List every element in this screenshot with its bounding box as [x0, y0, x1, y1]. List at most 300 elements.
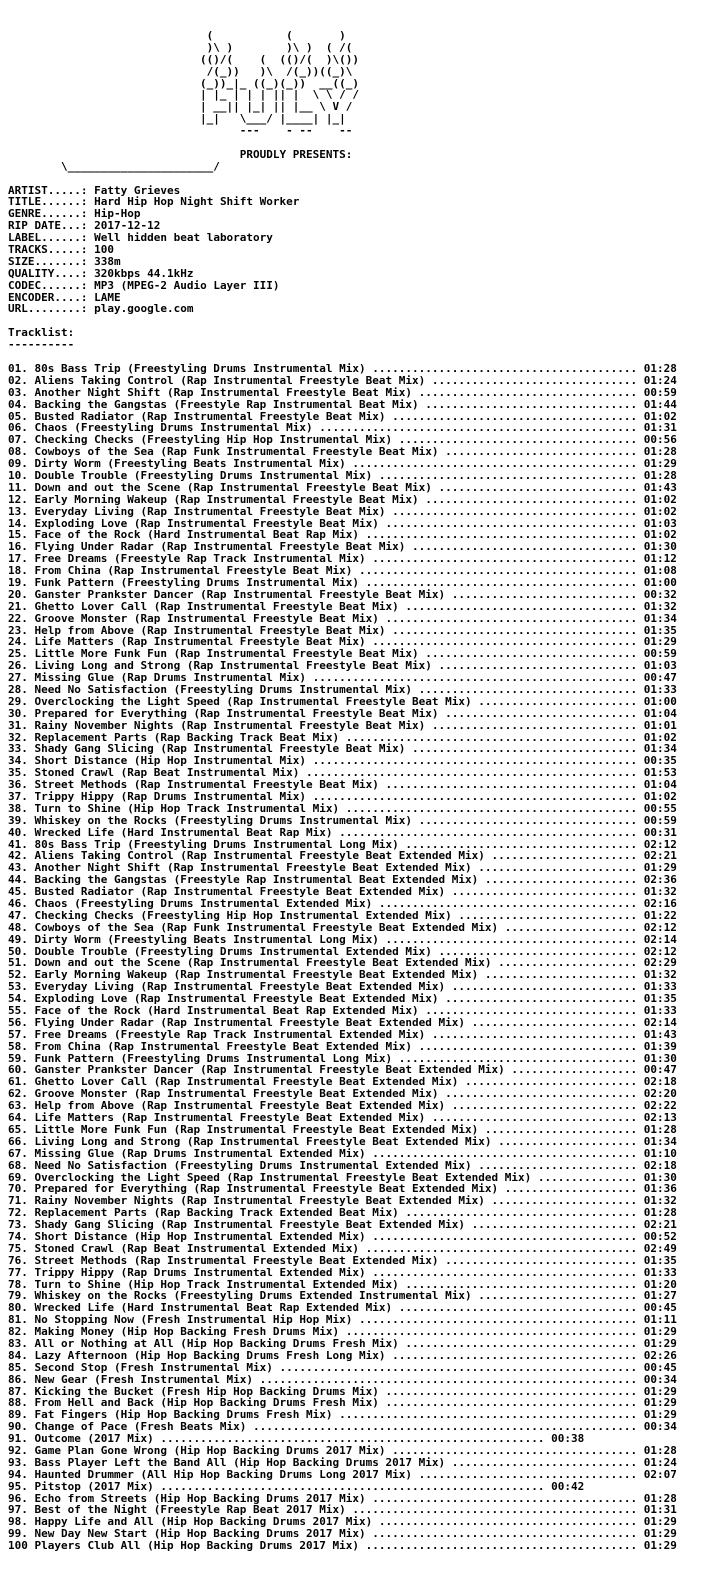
- track-duration: 01:32: [643, 599, 677, 613]
- track-title: Face of the Rock (Hard Instrumental Beat Rap Mix): [34, 528, 360, 542]
- track-row: 23. Help from Above (Rap Instrumental Freestyle Beat Mix) ..................................... 01:35: [8, 623, 677, 637]
- track-row: 79. Whiskey on the Rocks (Freestyling Drums Extended Instrumental Mix) ........................ 01:27: [8, 1289, 677, 1303]
- track-title: Turn to Shine (Hip Hop Track Instrumental Mix): [34, 801, 340, 815]
- track-duration: 01:28: [643, 1443, 677, 1457]
- track-number: 43.: [8, 861, 28, 875]
- track-title: Early Morning Wakeup (Rap Instrumental Freestyle Beat Mix): [34, 492, 419, 506]
- track-number: 97.: [8, 1503, 28, 1517]
- info-key: RIP DATE...:: [8, 219, 88, 233]
- track-duration: 01:22: [643, 908, 677, 922]
- info-key: URL........:: [8, 302, 88, 316]
- track-duration: 01:29: [643, 861, 677, 875]
- track-row: 49. Dirty Worm (Freestyling Beats Instrumental Long Mix) ...................................... 02:14: [8, 932, 677, 946]
- track-number: 54.: [8, 992, 28, 1006]
- track-duration: 00:55: [643, 801, 677, 815]
- track-row: 42. Aliens Taking Control (Rap Instrumental Freestyle Beat Extended Mix) ...................... 02:21: [8, 849, 677, 863]
- track-title: 80s Bass Trip (Freestyling Drums Instrumental Mix): [34, 361, 366, 375]
- track-number: 62.: [8, 1087, 28, 1101]
- track-title: Dirty Worm (Freestyling Beats Instrumental Long Mix): [34, 932, 379, 946]
- track-title: Ganster Prankster Dancer (Rap Instrumental Freestyle Beat Mix): [34, 587, 446, 601]
- track-row: 26. Living Long and Strong (Rap Instrumental Freestyle Beat Mix) .............................. 01:03: [8, 659, 677, 673]
- track-row: 24. Life Matters (Rap Instrumental Freestyle Beat Mix) ........................................ 01:29: [8, 635, 677, 649]
- track-duration: 00:45: [643, 1360, 677, 1374]
- track-duration: 01:29: [643, 1539, 677, 1553]
- track-duration: 01:24: [643, 1455, 677, 1469]
- track-title: Rainy November Nights (Rap Instrumental Freestyle Beat Extended Mix): [34, 1194, 485, 1208]
- track-number: 17.: [8, 552, 28, 566]
- track-duration: 01:03: [643, 516, 677, 530]
- track-number: 59.: [8, 1051, 28, 1065]
- info-value: LAME: [94, 290, 121, 304]
- track-number: 04.: [8, 397, 28, 411]
- track-duration: 01:01: [643, 718, 677, 732]
- track-duration: 01:28: [643, 1206, 677, 1220]
- track-duration: 01:28: [643, 361, 677, 375]
- track-number: 58.: [8, 1039, 28, 1053]
- track-row: 41. 80s Bass Trip (Freestyling Drums Instrumental Long Mix) ................................... 02:12: [8, 837, 677, 851]
- track-duration: 01:35: [643, 1253, 677, 1267]
- track-duration: 01:11: [643, 1313, 677, 1327]
- track-number: 15.: [8, 528, 28, 542]
- track-row: 100 Players Club All (Hip Hop Backing Drums 2017 Mix) ......................................... 01:29: [8, 1539, 677, 1553]
- track-row: 07. Checking Checks (Freestyling Hip Hop Instrumental Mix) .................................... 00:56: [8, 433, 677, 447]
- track-number: 44.: [8, 873, 28, 887]
- track-row: 33. Shady Gang Slicing (Rap Instrumental Freestyle Beat Mix) .................................. 01:34: [8, 742, 677, 756]
- track-title: From China (Rap Instrumental Freestyle Beat Mix): [34, 564, 353, 578]
- track-duration: 01:35: [643, 623, 677, 637]
- track-title: Missing Glue (Rap Drums Instrumental Extended Mix): [34, 1146, 366, 1160]
- track-title: Exploding Love (Rap Instrumental Freestyle Beat Mix): [34, 516, 379, 530]
- track-number: 22.: [8, 611, 28, 625]
- track-title: Ghetto Lover Call (Rap Instrumental Freestyle Beat Mix): [34, 599, 399, 613]
- track-title: Shady Gang Slicing (Rap Instrumental Freestyle Beat Extended Mix): [34, 1218, 465, 1232]
- track-row: 88. From Hell and Back (Hip Hop Backing Drums Fresh Mix) ...................................... 01:29: [8, 1396, 677, 1410]
- track-number: 78.: [8, 1277, 28, 1291]
- track-number: 18.: [8, 564, 28, 578]
- track-duration: 01:24: [643, 373, 677, 387]
- track-title: Pitstop (2017 Mix): [34, 1479, 154, 1493]
- track-row: 39. Whiskey on the Rocks (Freestyling Drums Instrumental Mix) ................................. 00:59: [8, 813, 677, 827]
- info-key: TRACKS.....:: [8, 243, 88, 257]
- track-row: 29. Overclocking the Light Speed (Rap Instrumental Freestyle Beat Mix) ........................ 01:00: [8, 694, 677, 708]
- track-row: 28. Need No Satisfaction (Freestyling Drums Instrumental Mix) ................................. 01:33: [8, 682, 677, 696]
- track-title: Help from Above (Rap Instrumental Freestyle Beat Extended Mix): [34, 1099, 446, 1113]
- track-row: 92. Game Plan Gone Wrong (Hip Hop Backing Drums 2017 Mix) ..................................... 01:28: [8, 1443, 677, 1457]
- track-row: 10. Double Trouble (Freestyling Drums Instrumental Mix) ....................................... 01:28: [8, 468, 677, 482]
- track-duration: 01:34: [643, 611, 677, 625]
- track-duration: 00:45: [643, 1301, 677, 1315]
- info-value: 100: [94, 243, 114, 257]
- presents-line: PROUDLY PRESENTS:: [8, 147, 353, 161]
- track-number: 87.: [8, 1384, 28, 1398]
- track-duration: 01:29: [643, 1515, 677, 1529]
- track-duration: 01:32: [643, 1194, 677, 1208]
- track-number: 09.: [8, 457, 28, 471]
- track-number: 40.: [8, 825, 28, 839]
- track-number: 10.: [8, 468, 28, 482]
- track-duration: 01:39: [643, 1039, 677, 1053]
- track-row: 22. Groove Monster (Rap Instrumental Freestyle Beat Mix) ...................................... 01:34: [8, 611, 677, 625]
- track-row: 55. Face of the Rock (Hard Instrumental Beat Rap Extended Mix) ................................ 01:33: [8, 1004, 677, 1018]
- track-title: Missing Glue (Rap Drums Instrumental Mix): [34, 671, 307, 685]
- track-row: 27. Missing Glue (Rap Drums Instrumental Mix) ................................................. 00:47: [8, 671, 677, 685]
- info-key: GENRE......:: [8, 207, 88, 221]
- tracklist-heading: Tracklist:: [8, 326, 75, 340]
- track-duration: 01:33: [643, 682, 677, 696]
- track-number: 60.: [8, 1063, 28, 1077]
- track-duration: 01:28: [643, 1491, 677, 1505]
- track-row: 45. Busted Radiator (Rap Instrumental Freestyle Beat Extended Mix) ............................ 01:32: [8, 885, 677, 899]
- track-duration: 01:28: [643, 1122, 677, 1136]
- track-title: Groove Monster (Rap Instrumental Freestyle Beat Extended Mix): [34, 1087, 439, 1101]
- track-title: Fat Fingers (Hip Hop Backing Drums Fresh Mix): [34, 1408, 333, 1422]
- track-row: 99. New Day New Start (Hip Hop Backing Drums 2017 Mix) ........................................ 01:29: [8, 1527, 677, 1541]
- track-title: Ghetto Lover Call (Rap Instrumental Freestyle Beat Extended Mix): [34, 1075, 459, 1089]
- track-title: Prepared for Everything (Rap Instrumental Freestyle Beat Mix): [34, 706, 439, 720]
- track-title: Short Distance (Hip Hop Instrumental Extended Mix): [34, 1229, 366, 1243]
- track-duration: 01:04: [643, 778, 677, 792]
- track-title: Overclocking the Light Speed (Rap Instrumental Freestyle Beat Mix): [34, 694, 472, 708]
- track-duration: 01:02: [643, 528, 677, 542]
- track-duration: 01:30: [643, 1051, 677, 1065]
- track-number: 94.: [8, 1467, 28, 1481]
- info-key: CODEC......:: [8, 278, 88, 292]
- track-row: 05. Busted Radiator (Rap Instrumental Freestyle Beat Mix) ..................................... 01:02: [8, 409, 677, 423]
- track-duration: 01:28: [643, 445, 677, 459]
- track-number: 01.: [8, 361, 28, 375]
- track-duration: 01:02: [643, 409, 677, 423]
- presents-underline: \______________________/: [8, 159, 220, 173]
- track-row: 40. Wrecked Life (Hard Instrumental Beat Rap Mix) ............................................. 00:31: [8, 825, 677, 839]
- track-duration: 01:53: [643, 766, 677, 780]
- track-number: 95.: [8, 1479, 28, 1493]
- track-duration: 02:18: [643, 1075, 677, 1089]
- track-row: 94. Haunted Drummer (All Hip Hop Backing Drums Long 2017 Mix) ................................. 02:07: [8, 1467, 677, 1481]
- track-number: 20.: [8, 587, 28, 601]
- track-duration: 01:29: [643, 457, 677, 471]
- track-title: Early Morning Wakeup (Rap Instrumental Freestyle Beat Extended Mix): [34, 968, 479, 982]
- track-title: Flying Under Radar (Rap Instrumental Freestyle Beat Mix): [34, 540, 406, 554]
- track-row: 85. Second Stop (Fresh Instrumental Mix) ...................................................... 00:45: [8, 1360, 677, 1374]
- track-number: 88.: [8, 1396, 28, 1410]
- track-duration: 02:22: [643, 1099, 677, 1113]
- track-duration: 02:29: [643, 956, 677, 970]
- info-value: play.google.com: [94, 302, 194, 316]
- track-title: Chaos (Freestyling Drums Instrumental Extended Mix): [34, 897, 373, 911]
- track-number: 12.: [8, 492, 28, 506]
- track-title: Need No Satisfaction (Freestyling Drums Instrumental Extended Mix): [34, 1158, 472, 1172]
- track-number: 07.: [8, 433, 28, 447]
- track-row: 18. From China (Rap Instrumental Freestyle Beat Mix) .......................................... 01:08: [8, 564, 677, 578]
- track-title: Shady Gang Slicing (Rap Instrumental Freestyle Beat Mix): [34, 742, 406, 756]
- track-duration: 02:21: [643, 1218, 677, 1232]
- track-number: 45.: [8, 885, 28, 899]
- track-duration: 01:02: [643, 730, 677, 744]
- track-title: From China (Rap Instrumental Freestyle Beat Extended Mix): [34, 1039, 412, 1053]
- track-row: 15. Face of the Rock (Hard Instrumental Beat Rap Mix) ......................................... 01:02: [8, 528, 677, 542]
- logo-art-line: ( ( ): [8, 29, 346, 42]
- track-row: 36. Street Methods (Rap Instrumental Freestyle Beat Mix) ...................................... 01:04: [8, 778, 677, 792]
- track-duration: 01:34: [643, 1134, 677, 1148]
- info-value: MP3 (MPEG-2 Audio Layer III): [94, 278, 280, 292]
- track-row: 34. Short Distance (Hip Hop Instrumental Mix) ................................................. 00:35: [8, 754, 677, 768]
- track-number: 30.: [8, 706, 28, 720]
- track-number: 24.: [8, 635, 28, 649]
- track-number: 64.: [8, 1111, 28, 1125]
- track-number: 51.: [8, 956, 28, 970]
- track-row: 68. Need No Satisfaction (Freestyling Drums Instrumental Extended Mix) ........................ 02:18: [8, 1158, 677, 1172]
- track-row: 30. Prepared for Everything (Rap Instrumental Freestyle Beat Mix) ............................. 01:04: [8, 706, 677, 720]
- track-duration: 01:28: [643, 468, 677, 482]
- track-title: Whiskey on the Rocks (Freestyling Drums Extended Instrumental Mix): [34, 1289, 472, 1303]
- track-row: 25. Little More Funk Fun (Rap Instrumental Freestyle Beat Mix) ................................ 00:59: [8, 647, 677, 661]
- track-number: 05.: [8, 409, 28, 423]
- track-duration: 02:18: [643, 1158, 677, 1172]
- track-number: 71.: [8, 1194, 28, 1208]
- track-title: Down and out the Scene (Rap Instrumental Freestyle Beat Extended Mix): [34, 956, 492, 970]
- track-duration: 01:29: [643, 1336, 677, 1350]
- track-title: Everyday Living (Rap Instrumental Freestyle Beat Extended Mix): [34, 980, 446, 994]
- track-title: New Day New Start (Hip Hop Backing Drums 2017 Mix): [34, 1527, 366, 1541]
- track-duration: 01:29: [643, 1325, 677, 1339]
- track-row: 67. Missing Glue (Rap Drums Instrumental Extended Mix) ........................................ 01:10: [8, 1146, 677, 1160]
- logo-art-line: )\ ) )\ ) ( /(: [8, 40, 353, 54]
- track-number: 98.: [8, 1515, 28, 1529]
- track-title: Street Methods (Rap Instrumental Freestyle Beat Mix): [34, 778, 379, 792]
- track-duration: 01:29: [643, 1384, 677, 1398]
- track-number: 35.: [8, 766, 28, 780]
- track-row: 08. Cowboys of the Sea (Rap Funk Instrumental Freestyle Beat Mix) ............................. 01:28: [8, 445, 677, 459]
- track-duration: 01:04: [643, 706, 677, 720]
- track-title: Need No Satisfaction (Freestyling Drums Instrumental Mix): [34, 682, 412, 696]
- track-duration: 00:35: [643, 754, 677, 768]
- track-number: 14.: [8, 516, 28, 530]
- track-row: 13. Everyday Living (Rap Instrumental Freestyle Beat Mix) ..................................... 01:02: [8, 504, 677, 518]
- track-number: 68.: [8, 1158, 28, 1172]
- track-duration: 00:59: [643, 813, 677, 827]
- track-number: 83.: [8, 1336, 28, 1350]
- track-title: Stoned Crawl (Rap Beat Instrumental Extended Mix): [34, 1241, 360, 1255]
- track-row: 58. From China (Rap Instrumental Freestyle Beat Extended Mix) ................................. 01:39: [8, 1039, 677, 1053]
- track-title: Free Dreams (Freestyle Rap Track Instrumental Mix): [34, 552, 366, 566]
- track-duration: 02:26: [643, 1348, 677, 1362]
- track-title: Bass Player Left the Band All (Hip Hop Backing Drums 2017 Mix): [34, 1455, 446, 1469]
- track-row: 21. Ghetto Lover Call (Rap Instrumental Freestyle Beat Mix) ................................... 01:32: [8, 599, 677, 613]
- track-row: 74. Short Distance (Hip Hop Instrumental Extended Mix) ........................................ 00:52: [8, 1229, 677, 1243]
- track-row: 61. Ghetto Lover Call (Rap Instrumental Freestyle Beat Extended Mix) .......................... 02:18: [8, 1075, 677, 1089]
- track-duration: 02:49: [643, 1241, 677, 1255]
- track-row: 56. Flying Under Radar (Rap Instrumental Freestyle Beat Extended Mix) ......................... 02:14: [8, 1015, 677, 1029]
- track-number: 69.: [8, 1170, 28, 1184]
- spacer-line: [8, 315, 728, 327]
- track-number: 50.: [8, 944, 28, 958]
- track-number: 31.: [8, 718, 28, 732]
- track-row: 70. Prepared for Everything (Rap Instrumental Freestyle Beat Extended Mix) .................... 01:36: [8, 1182, 677, 1196]
- track-title: Haunted Drummer (All Hip Hop Backing Drums Long 2017 Mix): [34, 1467, 412, 1481]
- track-row: 81. No Stopping Now (Fresh Instrumental Hip Hop Mix) .......................................... 01:11: [8, 1313, 677, 1327]
- track-number: 72.: [8, 1206, 28, 1220]
- track-title: Whiskey on the Rocks (Freestyling Drums Instrumental Mix): [34, 813, 412, 827]
- track-title: Cowboys of the Sea (Rap Funk Instrumental Freestyle Beat Mix): [34, 445, 439, 459]
- track-row: 75. Stoned Crawl (Rap Beat Instrumental Extended Mix) ......................................... 02:49: [8, 1241, 677, 1255]
- track-row: 06. Chaos (Freestyling Drums Instrumental Mix) ................................................ 01:31: [8, 421, 677, 435]
- track-duration: 00:47: [643, 1063, 677, 1077]
- track-title: Groove Monster (Rap Instrumental Freestyle Beat Mix): [34, 611, 379, 625]
- track-duration: 01:33: [643, 1004, 677, 1018]
- track-number: 99.: [8, 1527, 28, 1541]
- track-row: 46. Chaos (Freestyling Drums Instrumental Extended Mix) ....................................... 02:16: [8, 897, 677, 911]
- track-title: Kicking the Bucket (Fresh Hip Hop Backing Drums Mix): [34, 1384, 379, 1398]
- track-row: 31. Rainy November Nights (Rap Instrumental Freestyle Beat Mix) ............................... 01:01: [8, 718, 677, 732]
- track-number: 46.: [8, 897, 28, 911]
- track-row: 43. Another Night Shift (Rap Instrumental Freestyle Beat Extended Mix) ........................ 01:29: [8, 861, 677, 875]
- track-row: 11. Down and out the Scene (Rap Instrumental Freestyle Beat Mix) .............................. 01:43: [8, 480, 677, 494]
- track-duration: 01:44: [643, 397, 677, 411]
- track-duration: 01:02: [643, 790, 677, 803]
- track-number: 28.: [8, 682, 28, 696]
- info-key: ARTIST.....:: [8, 183, 88, 197]
- track-title: Best of the Night (Freestyle Rap Beat 2017 Mix): [34, 1503, 346, 1517]
- track-title: Busted Radiator (Rap Instrumental Freestyle Beat Extended Mix): [34, 885, 446, 899]
- track-duration: 01:36: [643, 1182, 677, 1196]
- track-duration: 00:34: [643, 1372, 677, 1386]
- track-title: Life Matters (Rap Instrumental Freestyle Beat Mix): [34, 635, 366, 649]
- track-row: 37. Trippy Hippy (Rap Drums Instrumental Mix) ................................................. 01:02: [8, 790, 677, 803]
- track-row: 17. Free Dreams (Freestyle Rap Track Instrumental Mix) ........................................ 01:12: [8, 552, 677, 566]
- track-duration: 01:32: [643, 885, 677, 899]
- track-duration: 01:31: [643, 421, 677, 435]
- track-duration: 01:27: [643, 1289, 677, 1303]
- track-duration: 01:02: [643, 504, 677, 518]
- track-title: Help from Above (Rap Instrumental Freestyle Beat Mix): [34, 623, 386, 637]
- track-title: Turn to Shine (Hip Hop Track Instrumental Extended Mix): [34, 1277, 399, 1291]
- track-number: 57.: [8, 1027, 28, 1041]
- track-number: 92.: [8, 1443, 28, 1457]
- track-number: 86.: [8, 1372, 28, 1386]
- track-title: Cowboys of the Sea (Rap Funk Instrumental Freestyle Beat Extended Mix): [34, 920, 499, 934]
- track-title: Down and out the Scene (Rap Instrumental Freestyle Beat Mix): [34, 480, 432, 494]
- track-number: 84.: [8, 1348, 28, 1362]
- track-title: Short Distance (Hip Hop Instrumental Mix): [34, 754, 307, 768]
- track-title: Street Methods (Rap Instrumental Freestyle Beat Extended Mix): [34, 1253, 439, 1267]
- track-title: Aliens Taking Control (Rap Instrumental Freestyle Beat Mix): [34, 373, 426, 387]
- info-key: LABEL......:: [8, 231, 88, 245]
- track-title: Change of Pace (Fresh Beats Mix): [34, 1420, 247, 1434]
- track-title: Players Club All (Hip Hop Backing Drums 2017 Mix): [34, 1539, 360, 1553]
- track-number: 38.: [8, 801, 28, 815]
- track-row: 87. Kicking the Bucket (Fresh Hip Hop Backing Drums Mix) ...................................... 01:29: [8, 1384, 677, 1398]
- track-number: 70.: [8, 1182, 28, 1196]
- info-value: Hard Hip Hop Night Shift Worker: [94, 195, 300, 209]
- track-row: 47. Checking Checks (Freestyling Hip Hop Instrumental Extended Mix) ........................... 01:22: [8, 908, 677, 922]
- track-title: Double Trouble (Freestyling Drums Instrumental Extended Mix): [34, 944, 432, 958]
- track-number: 91.: [8, 1432, 28, 1446]
- track-number: 13.: [8, 504, 28, 518]
- track-number: 81.: [8, 1313, 28, 1327]
- track-title: Wrecked Life (Hard Instrumental Beat Rap Mix): [34, 825, 333, 839]
- track-duration: 02:36: [643, 873, 677, 887]
- track-row: 03. Another Night Shift (Rap Instrumental Freestyle Beat Mix) ................................. 00:59: [8, 385, 677, 399]
- track-duration: 00:59: [643, 385, 677, 399]
- info-key: QUALITY....:: [8, 266, 88, 280]
- track-title: Echo from Streets (Hip Hop Backing Drums 2017 Mix): [34, 1491, 366, 1505]
- info-value: Well hidden beat laboratory: [94, 231, 273, 245]
- track-number: 77.: [8, 1265, 28, 1279]
- track-number: 93.: [8, 1455, 28, 1469]
- track-row: 60. Ganster Prankster Dancer (Rap Instrumental Freestyle Beat Extended Mix) ................... 00:47: [8, 1063, 677, 1077]
- track-duration: 01:29: [643, 1396, 677, 1410]
- track-title: Funk Pattern (Freestyling Drums Instrumental Long Mix): [34, 1051, 393, 1065]
- track-row: 62. Groove Monster (Rap Instrumental Freestyle Beat Extended Mix) ............................. 02:20: [8, 1087, 677, 1101]
- track-title: No Stopping Now (Fresh Instrumental Hip Hop Mix): [34, 1313, 353, 1327]
- track-row: 54. Exploding Love (Rap Instrumental Freestyle Beat Extended Mix) ............................. 01:35: [8, 992, 677, 1006]
- track-number: 89.: [8, 1408, 28, 1422]
- track-duration: 00:59: [643, 647, 677, 661]
- track-title: Rainy November Nights (Rap Instrumental Freestyle Beat Mix): [34, 718, 426, 732]
- track-duration: 01:35: [643, 992, 677, 1006]
- logo-art-line: --- - -- --: [8, 124, 353, 138]
- track-number: 75.: [8, 1241, 28, 1255]
- track-duration: 01:20: [643, 1277, 677, 1291]
- track-row: 89. Fat Fingers (Hip Hop Backing Drums Fresh Mix) ............................................. 01:29: [8, 1408, 677, 1422]
- track-duration: 00:34: [643, 1420, 677, 1434]
- track-row: 84. Lazy Afternoon (Hip Hop Backing Drums Fresh Long Mix) ..................................... 02:26: [8, 1348, 677, 1362]
- track-row: 86. New Gear (Fresh Instrumental Mix) ......................................................... 00:34: [8, 1372, 677, 1386]
- track-duration: 01:43: [643, 480, 677, 494]
- track-row: 90. Change of Pace (Fresh Beats Mix) .......................................................... 00:34: [8, 1420, 677, 1434]
- release-info: [8, 185, 728, 316]
- track-duration: 01:31: [643, 1503, 677, 1517]
- track-number: 39.: [8, 813, 28, 827]
- track-row: 95. Pitstop (2017 Mix) .......................................................... 00:42: [8, 1479, 585, 1493]
- track-duration: 02:13: [643, 1111, 677, 1125]
- track-title: From Hell and Back (Hip Hop Backing Drums Fresh Mix): [34, 1396, 379, 1410]
- track-number: 63.: [8, 1099, 28, 1113]
- track-number: 73.: [8, 1218, 28, 1232]
- track-duration: 01:33: [643, 980, 677, 994]
- logo-art-line: (()/( ( (()/( )\()): [8, 52, 359, 66]
- track-duration: 02:12: [643, 920, 677, 934]
- track-duration: 01:30: [643, 1170, 677, 1184]
- track-row: 14. Exploding Love (Rap Instrumental Freestyle Beat Mix) ...................................... 01:03: [8, 516, 677, 530]
- track-number: 21.: [8, 599, 28, 613]
- track-row: 71. Rainy November Nights (Rap Instrumental Freestyle Beat Extended Mix) ...................... 01:32: [8, 1194, 677, 1208]
- info-value: 320kbps 44.1kHz: [94, 266, 194, 280]
- logo-art-line: | |_ | | | || | \ \ / /: [8, 88, 359, 102]
- track-title: Everyday Living (Rap Instrumental Freestyle Beat Mix): [34, 504, 386, 518]
- track-row: 80. Wrecked Life (Hard Instrumental Beat Rap Extended Mix) .................................... 00:45: [8, 1301, 677, 1315]
- track-row: 93. Bass Player Left the Band All (Hip Hop Backing Drums 2017 Mix) ............................ 01:24: [8, 1455, 677, 1469]
- track-title: Face of the Rock (Hard Instrumental Beat Rap Extended Mix): [34, 1004, 419, 1018]
- track-row: 48. Cowboys of the Sea (Rap Funk Instrumental Freestyle Beat Extended Mix) .................... 02:12: [8, 920, 677, 934]
- track-row: 01. 80s Bass Trip (Freestyling Drums Instrumental Mix) ........................................ 01:28: [8, 361, 677, 375]
- track-row: 53. Everyday Living (Rap Instrumental Freestyle Beat Extended Mix) ............................ 01:33: [8, 980, 677, 994]
- track-row: 35. Stoned Crawl (Rap Beat Instrumental Mix) .................................................. 01:53: [8, 766, 677, 780]
- track-duration: 01:29: [643, 635, 677, 649]
- track-number: 33.: [8, 742, 28, 756]
- track-duration: 01:30: [643, 540, 677, 554]
- track-number: 67.: [8, 1146, 28, 1160]
- info-value: Hip-Hop: [94, 207, 141, 221]
- track-number: 08.: [8, 445, 28, 459]
- track-title: Another Night Shift (Rap Instrumental Freestyle Beat Extended Mix): [34, 861, 472, 875]
- track-duration: 01:34: [643, 742, 677, 756]
- track-title: Stoned Crawl (Rap Beat Instrumental Mix): [34, 766, 300, 780]
- logo-art-line: (_))_|_ ((_)(_)) __((_): [8, 76, 359, 90]
- track-row: 63. Help from Above (Rap Instrumental Freestyle Beat Extended Mix) ............................ 02:22: [8, 1099, 677, 1113]
- track-title: Dirty Worm (Freestyling Beats Instrumental Mix): [34, 457, 346, 471]
- track-number: 48.: [8, 920, 28, 934]
